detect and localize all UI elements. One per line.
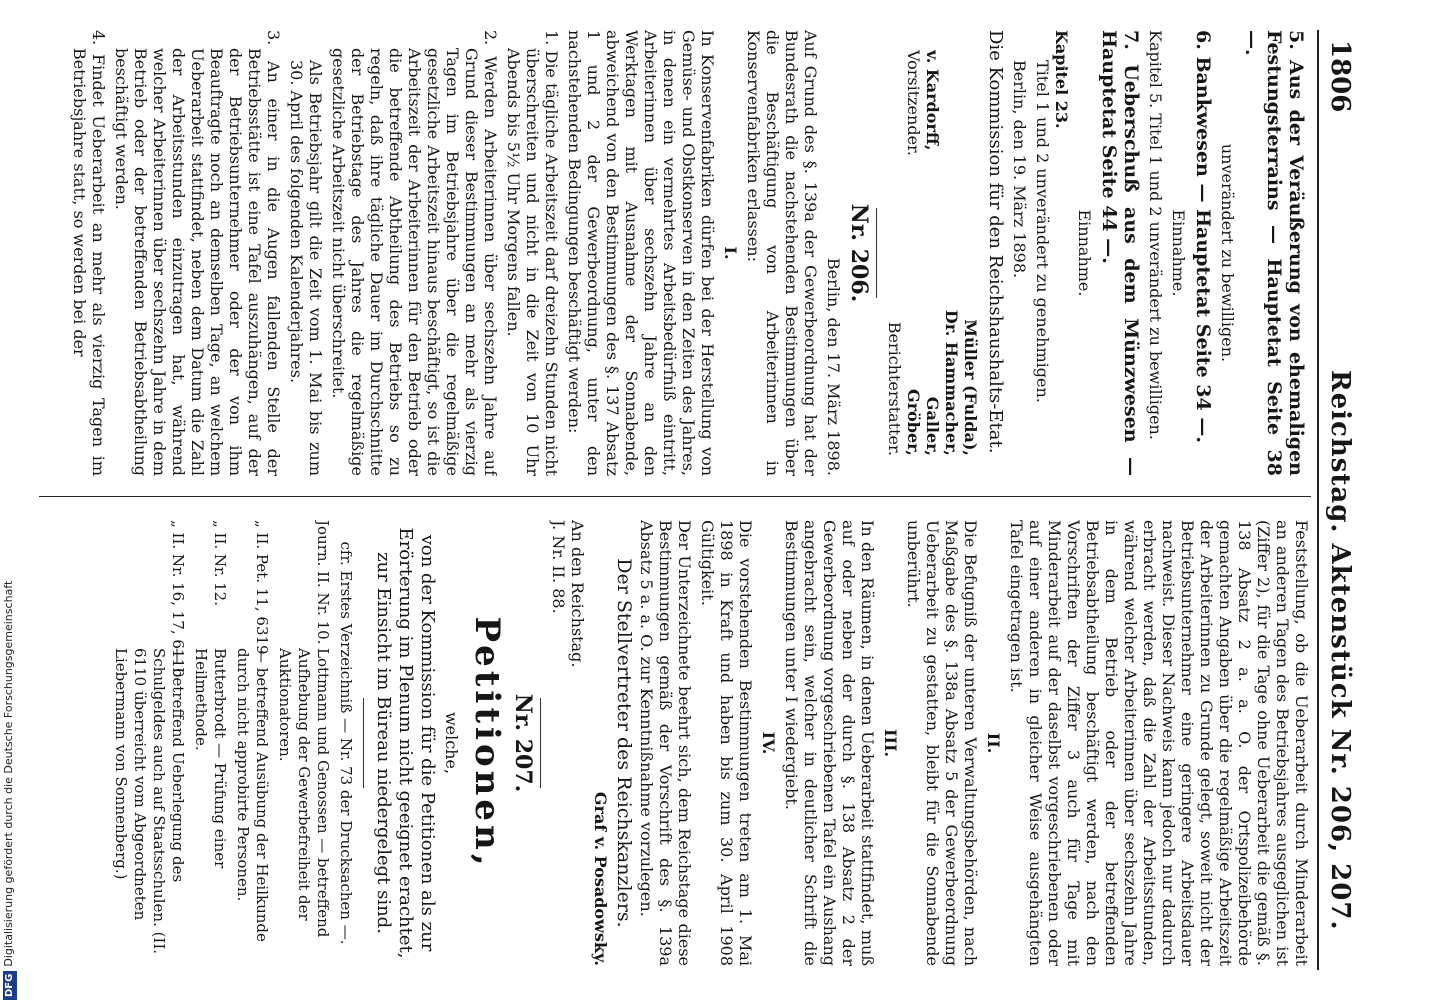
item-6-sub: Einnahme. [1169,209,1188,297]
section-iv-text: Die vorstehenden Bestimmungen treten am 1. Mai 1898 in Kraft und haben bis zum 30. April 1908 Gültigkeit. [698,520,755,966]
rapporteur-signatures [885,310,980,476]
date-line-2: Berlin, den 17. März 1898. [824,257,843,476]
journal-ref: J. Nr. II. 88. [549,520,568,614]
petition-text: Butterbrodt — Prüfung einer Heilmethode. [192,648,229,869]
signature-block [885,30,980,476]
item-5-sub: unverändert zu bewilligen. [1218,143,1237,363]
intro-paragraph: Auf Grund des §. 139a der Gewerbeordnung hat der Bundesrath die nachstehenden Bestimmungen über die Beschäftigung von Arbeiterinnen in Konservenfabriken erlassen: [744,30,820,476]
section-iii-text: In den Räumen, in denen Ueberarbeit stattfindet, muß auf oder neben der durch §. 138 Absatz 2 der Gewerbeordnung vorgeschriebenen Tafel ein Aushang angebracht sein, welcher in deutlicher Schrift die Bestimmungen unter I wiedergiebt. [782,520,877,966]
dfg-logo: DFG [3,971,17,1000]
petition-entry [275,520,332,966]
document-number-207: Nr. 207. [510,693,536,793]
right-column [41,520,1311,966]
petitionen-heading: Petitionen, [467,616,507,870]
petition-text: — betreffend Ausübung der Heilkunde durch nicht approbirte Personen. [234,648,271,942]
running-title: Reichstag. Aktenstück Nr. 206, 207. [1325,370,1355,931]
page-number: 1806 [1325,40,1355,113]
item-6-heading: 6. Bankwesen — Hauptetat Seite 34 —. [1192,30,1214,443]
continued-text: Feststellung, ob die Ueberarbeit durch Minderarbeit an anderen Tagen des Betriebsjahres ausgeglichen ist (Ziffer 2), für die Tage ohne Ueberarbeit die gemäß §. 138 Absatz 2 a. a. O. der Ortspolizeibehörde gemachten Angaben über die regelmäßige Arbeitszeit der Arbeiterinnen zu Grunde gelegt, soweit nicht der Betriebsunternehmer eine geringere Arbeitsdauer nachweist. Dieser Nachweis kann jedoch nur dadurch erbracht werden, daß die Zahl der Arbeitsstunden, während welcher Arbeiterinnen über sechszehn Jahre in dem Betrieb oder der betreffenden Betriebsabtheilung beschäftigt werden, nach den Vorschriften der Ziffer 3 auch für Tage mit Minderarbeit auf der daselbst vorgeschriebenen oder auf einer anderen in gleicher Weise ausgehängten Tafel eingetragen ist. [1007,520,1311,966]
rapporteur-4: Gröber, [904,389,923,456]
petitions-list-title: cfr. Erstes Verzeichniß — Nr. 73 der Drucksachen —. [337,541,355,945]
rapporteur-role: Berichterstatter. [885,321,904,456]
digitization-credit [2,0,16,1000]
item-7-sub: Einnahme. [1075,209,1094,297]
kapitel-23-text: Titel 1 und 2 unverändert zu genehmigen. [1033,60,1052,403]
addressee: An den Reichstag. [568,520,587,668]
petition-ref: Journ. II. Nr. 10. [314,520,332,645]
condition-2: 2. Werden Arbeiterinnen über sechszehn Jahre auf Grund dieser Bestimmungen an mehr als vierzig Tagen im Betriebsjahre über die regelmäßige gesetzliche Arbeitszeit hinaus beschäftigt, so ist die Arbeitszeit der Arbeiterinnen für den Betrieb oder die betreffende Abtheilung des Betriebs so zu regeln, daß ihre tägliche Dauer im Durchschnitte der Betriebstage des Jahres die regelmäßige gesetzliche Arbeitszeit nicht überschreitet. [329,30,500,476]
page-header [1317,30,1359,970]
rapporteur-1: Müller (Fulda), [961,319,980,456]
condition-1: 1. Die tägliche Arbeitszeit darf dreizehn Stunden nicht überschreiten und nicht in die Zeit von 10 Uhr Abends bis 5½ Uhr Morgens fallen. [504,30,561,476]
section-ii-heading: II. [984,732,1003,754]
section-ii-text: Die Befugniß der unteren Verwaltungsbehörden, nach Maßgabe des §. 138a Absatz 5 der Gewerbeordnung Ueberarbeit zu gestatten, bleibt für die Sonnabende unberührt. [904,520,980,966]
document-number-206: Nr. 206. [846,203,872,303]
section-iii-heading: III. [881,728,900,758]
condition-4: 4. Findet Ueberarbeit an mehr als vierzig Tagen im Betriebsjahre statt, so werden bei der [70,30,108,476]
date-line-1: Berlin, den 19. März 1898. [1010,60,1029,279]
petitions-intro: von der Kommission für die Petitionen als zur Erörterung im Plenum nicht geeignet erachtet, zur Einsicht im Büreau niedergelegt sind. [373,527,438,959]
condition-3: 3. An einer in die Augen fallenden Stelle der Betriebsstätte ist eine Tafel auszuhängen, auf der der Betriebsunternehmer oder der von ihm Beauftragte noch an demselben Tage, an welchem Ueberarbeit stattfindet, neben dem Datum die Zahl der Arbeitsstunden einzutragen hat, während welcher Arbeiterinnen über sechszehn Jahre in dem Betrieb oder der betreffenden Betriebsabtheilung beschäftigt werden. [112,30,283,476]
section-i-text: In Konservenfabriken dürfen bei der Herstellung von Gemüse- und Obstkonserven in den Zeiten des Jahres, in denen ein vermehrtes Arbeitsbedürfniß eintritt, Arbeiterinnen über sechszehn Jahre an den Werktagen mit Ausnahme der Sonnabende, abweichend von den Bestimmungen des §. 137 Absatz 1 und 2 der Gewerbeordnung, unter den nachstehenden Bedingungen beschäftigt werden: [565,30,717,476]
petition-list [111,520,332,966]
petition-entry [191,520,229,966]
separator-rule-3 [363,698,364,788]
column-divider [39,496,1311,497]
deputy-title: Der Stellvertreter des Reichskanzlers. [613,558,635,928]
rapporteur-2: Dr. Hammacher, [942,309,961,456]
kapitel-23-title: Kapitel 23. [1052,30,1071,129]
petition-entry [233,520,271,966]
petition-ref: „ II. Nr. 12. [211,520,229,606]
welche-line: welche, [442,711,461,775]
credit-text: Digitalisierung gefördert durch die Deutsche Forschungsgemeinschaft [2,580,15,967]
condition-2b: Als Betriebsjahr gilt die Zeit vom 1. Mai bis zum 30. April des folgenden Kalenderjahres. [287,60,325,476]
petition-text: Lottmann und Genossen — betreffend Aufhebung der Gewerbefreiheit der Auktionatoren. [276,648,332,938]
petition-ref: „ II. Pet. 11, 6319 [253,520,271,655]
item-7-heading: 7. Ueberschuß aus dem Münzwesen — Hauptetat Seite 44 —. [1098,30,1142,476]
deputy-name: Graf v. Posadowsky. [591,791,610,966]
separator-rule [876,208,877,298]
chair-role: Vorsitzender. [904,50,923,157]
petition-text: — betreffend Ueberlegung des Schulgeldes auch auf Staatsschulen. (II. 6110 überreicht vom Abgeordneten Liebermann von Sonnenberg.) [112,648,187,955]
commission-line: Die Kommission für den Reichshaushalts-Etat. [985,30,1006,454]
chair-name: v. Kardorff, [923,50,942,151]
document-page [27,0,1367,1000]
petition-ref: „ II. Nr. 16, 17, 6110 [169,520,187,678]
petition-entry [111,520,187,966]
chair-signature [885,30,980,156]
rapporteur-3: Galler, [923,396,942,456]
section-i-heading: I. [721,246,740,260]
left-column [41,30,1311,476]
separator-rule-2 [540,698,541,788]
section-iv-heading: IV. [759,731,778,755]
item-5-heading: 5. Aus der Veräußerung von ehemaligen Festungsterrains — Hauptetat Seite 38 —. [1241,30,1307,476]
submission-text: Der Unterzeichnete beehrt sich, dem Reichstage diese Bestimmungen gemäß der Vorschrift des §. 139a Absatz 5 a. a. O. zur Kenntnißnahme vorzulegen. [637,520,694,966]
kapitel-5-text: Kapitel 5. Titel 1 und 2 unverändert zu bewilligen. [1146,30,1165,440]
